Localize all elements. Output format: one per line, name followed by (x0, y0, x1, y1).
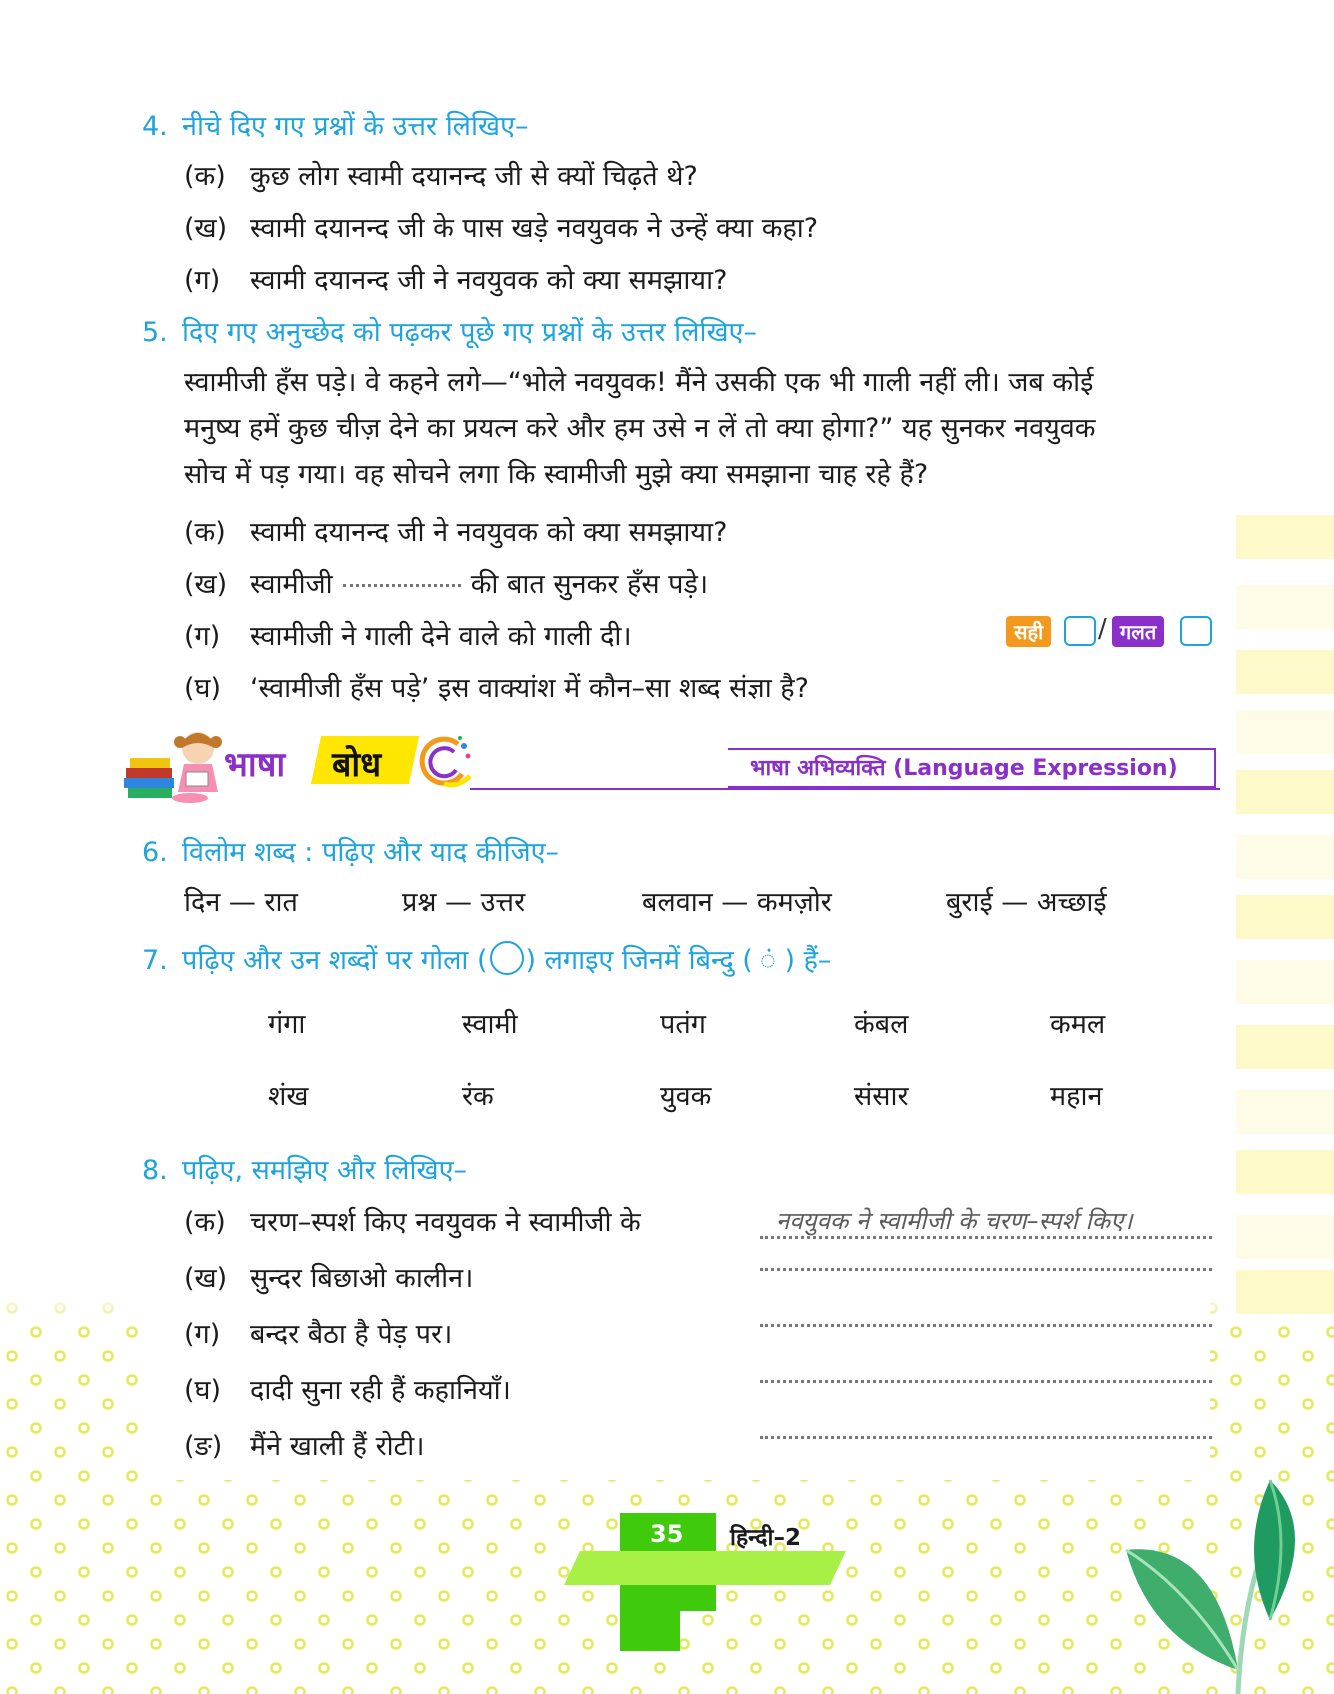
word-option[interactable]: स्वामी (462, 1009, 518, 1040)
footer-banner-graphic (560, 1505, 860, 1655)
true-badge: सही (1006, 616, 1051, 647)
answer-line[interactable] (760, 1268, 1212, 1271)
section-banner (120, 728, 1220, 804)
q5-item-gh: (घ) ‘स्वामीजी हँस पड़े’ इस वाक्यांश में कौन–सा शब्द संज्ञा है? (184, 673, 809, 704)
q4-item-k: (क) कुछ लोग स्वामी दयानन्द जी से क्यों चिढ़ते थे? (184, 161, 698, 192)
q5-item-kh: (ख) स्वामीजी की बात सुनकर हँस पड़े। (184, 569, 709, 600)
q5-item-g: (ग) स्वामीजी ने गाली देने वाले को गाली दी। (184, 621, 632, 652)
slash-separator: / (1098, 614, 1107, 644)
antonym-pair: बुराई — अच्छाई (946, 887, 1107, 918)
page-number: 35 (650, 1520, 684, 1548)
banner-rule (470, 788, 1220, 790)
answer-line[interactable] (760, 1324, 1212, 1327)
q8-item-k: (क) चरण–स्पर्श किए नवयुवक ने स्वामीजी के (184, 1207, 641, 1238)
question-number: 4. (142, 111, 168, 142)
fill-blank[interactable] (343, 584, 461, 587)
banner-tag-text: भाषा अभिव्यक्ति (Language Expression) (750, 756, 1178, 781)
antonym-pair: प्रश्न — उत्तर (402, 887, 526, 918)
girl-reading-books-illustration (120, 728, 230, 804)
word-option[interactable]: संसार (854, 1081, 909, 1112)
plant-leaf-illustration (1120, 1470, 1334, 1694)
word-option[interactable]: पतंग (660, 1009, 706, 1040)
word-option[interactable]: गंगा (268, 1009, 306, 1040)
q8-item-ng: (ङ) मैंने खाली हैं रोटी। (184, 1431, 425, 1462)
false-checkbox[interactable] (1180, 616, 1212, 646)
word-option[interactable]: महान (1050, 1081, 1103, 1112)
q8-item-kh: (ख) सुन्दर बिछाओ कालीन। (184, 1263, 474, 1294)
q4-item-g: (ग) स्वामी दयानन्द जी ने नवयुवक को क्या समझाया? (184, 265, 728, 296)
word-option[interactable]: कंबल (854, 1009, 909, 1040)
heading-text: नीचे दिए गए प्रश्नों के उत्तर लिखिए– (182, 111, 529, 142)
word-option[interactable]: शंख (268, 1081, 309, 1112)
question-4-heading (142, 106, 529, 143)
banner-right-word: बोध (332, 745, 382, 785)
answer-line[interactable] (760, 1236, 1212, 1239)
q8-item-gh: (घ) दादी सुना रही हैं कहानियाँ। (184, 1375, 511, 1406)
word-option[interactable]: रंक (462, 1081, 494, 1112)
antonym-pair: दिन — रात (184, 887, 298, 918)
question-5-heading: 5. दिए गए अनुच्छेद को पढ़कर पूछे गए प्रश्नों के उत्तर लिखिए– (142, 317, 757, 348)
q5-item-k: (क) स्वामी दयानन्द जी ने नवयुवक को क्या समझाया? (184, 517, 728, 548)
answer-line[interactable] (760, 1436, 1212, 1439)
word-option[interactable]: युवक (660, 1081, 712, 1112)
book-title: हिन्दी–2 (730, 1525, 801, 1551)
true-checkbox[interactable] (1064, 616, 1096, 646)
word-option[interactable]: कमल (1050, 1009, 1106, 1040)
swirl-decoration-icon (414, 732, 474, 792)
false-badge: गलत (1112, 616, 1164, 647)
question-8-heading: 8. पढ़िए, समझिए और लिखिए– (142, 1155, 467, 1186)
q4-item-kh: (ख) स्वामी दयानन्द जी के पास खड़े नवयुवक ने उन्हें क्या कहा? (184, 213, 819, 244)
q8-item-g: (ग) बन्दर बैठा है पेड़ पर। (184, 1319, 453, 1350)
circle-icon (490, 941, 524, 975)
question-7-heading: 7. पढ़िए और उन शब्दों पर गोला ( ) लगाइए जिनमें बिन्दु ( ं ) हैं– (142, 940, 831, 977)
answer-line[interactable] (760, 1380, 1212, 1383)
sample-answer: नवयुवक ने स्वामीजी के चरण–स्पर्श किए। (776, 1207, 1133, 1235)
question-6-heading: 6. विलोम शब्द : पढ़िए और याद कीजिए– (142, 837, 560, 868)
banner-left-word: भाषा (224, 745, 286, 785)
antonym-pair: बलवान — कमज़ोर (642, 887, 832, 918)
q5-passage: स्वामीजी हँस पड़े। वे कहने लगे—“भोले नवयुवक! मैंने उसकी एक भी गाली नहीं ली। जब कोई मनुष्य हमें कुछ चीज़ देने का प्रयत्न करे और हम उसे न लें तो क्या होगा?” यह सुनकर नवयुवक सोच में पड़ गया। वह सोचने लगा कि स्वामीजी मुझे क्या समझाना चाह रहे हैं? (184, 367, 1096, 490)
